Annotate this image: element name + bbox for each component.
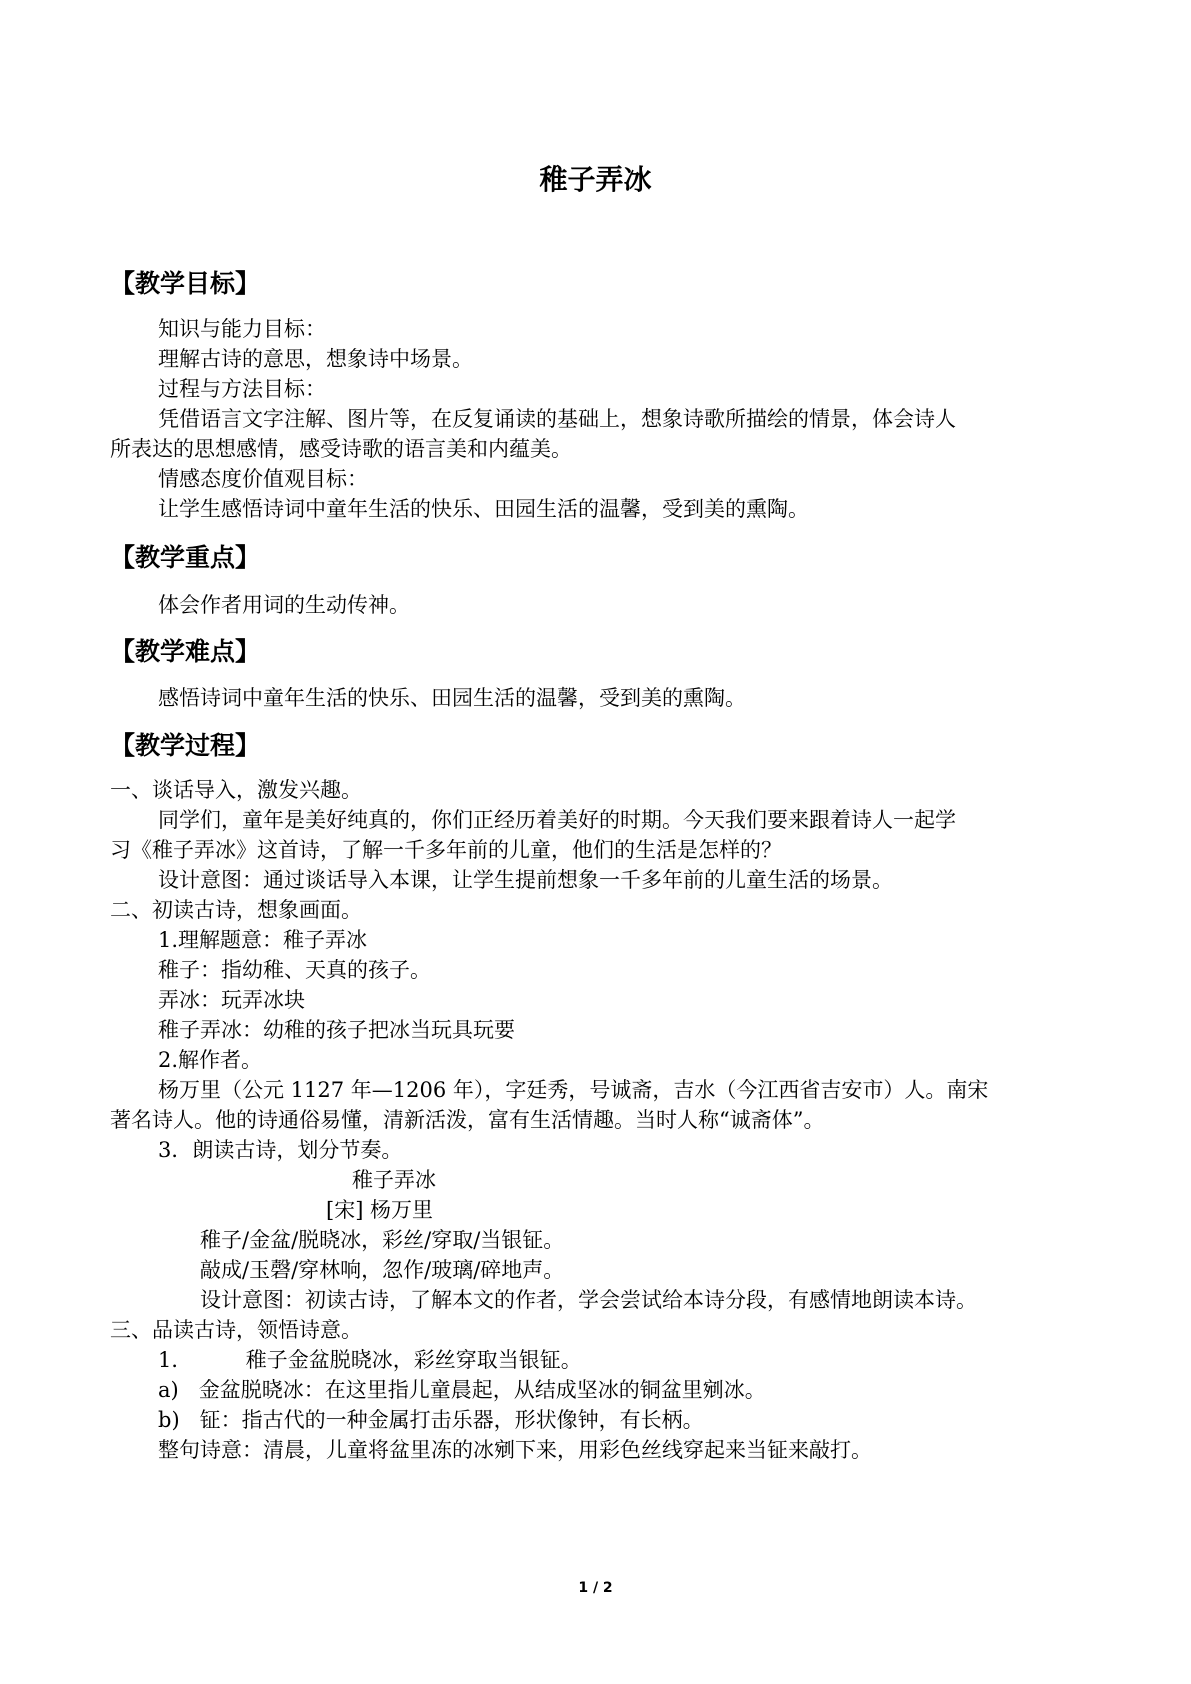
paragraph-line: 让学生感悟诗词中童年生活的快乐、田园生活的温馨，受到美的熏陶。 — [158, 497, 809, 521]
paragraph-line: 1． 稚子金盆脱晓冰，彩丝穿取当银钲。 — [158, 1348, 582, 1372]
paragraph-line: 习《稚子弄冰》这首诗，了解一千多年前的儿童，他们的生活是怎样的？ — [110, 838, 782, 862]
paragraph-line: 设计意图：初读古诗，了解本文的作者，学会尝试给本诗分段，有感情地朗读本诗。 — [200, 1288, 977, 1312]
paragraph-line: 杨万里（公元 1127 年—1206 年），字廷秀，号诚斋，吉水（今江西省吉安市）人。南宋 — [158, 1078, 989, 1102]
paragraph-line: 二、初读古诗，想象画面。 — [110, 898, 362, 922]
paragraph-line: 1.理解题意：稚子弄冰 — [158, 928, 368, 952]
paragraph-line: 稚子弄冰：幼稚的孩子把冰当玩具玩要 — [158, 1018, 515, 1042]
paragraph-line: 知识与能力目标： — [158, 317, 326, 341]
paragraph-line: 理解古诗的意思，想象诗中场景。 — [158, 347, 473, 371]
paragraph-line: 著名诗人。他的诗通俗易懂，清新活泼，富有生活情趣。当时人称“诚斋体”。 — [110, 1108, 825, 1132]
paragraph-line: 情感态度价值观目标： — [158, 467, 368, 491]
paragraph-line: 稚子：指幼稚、天真的孩子。 — [158, 958, 431, 982]
paragraph-line: 一、谈话导入，激发兴趣。 — [110, 778, 362, 802]
list-item: a) 金盆脱晓冰：在这里指儿童晨起，从结成坚冰的铜盆里剜冰。 — [158, 1378, 766, 1402]
paragraph-line: 3．朗读古诗，划分节奏。 — [158, 1138, 403, 1162]
paragraph-line: 感悟诗词中童年生活的快乐、田园生活的温馨，受到美的熏陶。 — [158, 686, 746, 710]
paragraph-line: 所表达的思想感情，感受诗歌的语言美和内蕴美。 — [110, 437, 572, 461]
heading-key-points: 【教学重点】 — [110, 543, 261, 572]
poem-line: 敲成/玉磬/穿林响，忽作/玻璃/碎地声。 — [200, 1258, 565, 1282]
heading-objectives: 【教学目标】 — [110, 269, 261, 298]
paragraph-line: 同学们，童年是美好纯真的，你们正经历着美好的时期。今天我们要来跟着诗人一起学 — [158, 808, 956, 832]
heading-difficulties: 【教学难点】 — [110, 637, 261, 666]
heading-process: 【教学过程】 — [110, 731, 261, 760]
paragraph-line: 过程与方法目标： — [158, 377, 326, 401]
paragraph-line: 体会作者用词的生动传神。 — [158, 593, 410, 617]
poem-title: 稚子弄冰 — [352, 1168, 436, 1192]
paragraph-line: 整句诗意：清晨，儿童将盆里冻的冰剜下来，用彩色丝线穿起来当钲来敲打。 — [158, 1438, 872, 1462]
paragraph-line: 凭借语言文字注解、图片等，在反复诵读的基础上，想象诗歌所描绘的情景，体会诗人 — [158, 407, 956, 431]
page-number: 1 / 2 — [578, 1580, 613, 1596]
list-item: b) 钲：指古代的一种金属打击乐器，形状像钟，有长柄。 — [158, 1408, 704, 1432]
poem-line: 稚子/金盆/脱晓冰，彩丝/穿取/当银钲。 — [200, 1228, 565, 1252]
page-title: 稚子弄冰 — [539, 163, 652, 196]
poem-author: [宋] 杨万里 — [326, 1198, 434, 1222]
paragraph-line: 三、品读古诗，领悟诗意。 — [110, 1318, 362, 1342]
paragraph-line: 2.解作者。 — [158, 1048, 263, 1072]
paragraph-line: 设计意图：通过谈话导入本课，让学生提前想象一千多年前的儿童生活的场景。 — [158, 868, 893, 892]
paragraph-line: 弄冰：玩弄冰块 — [158, 988, 305, 1012]
